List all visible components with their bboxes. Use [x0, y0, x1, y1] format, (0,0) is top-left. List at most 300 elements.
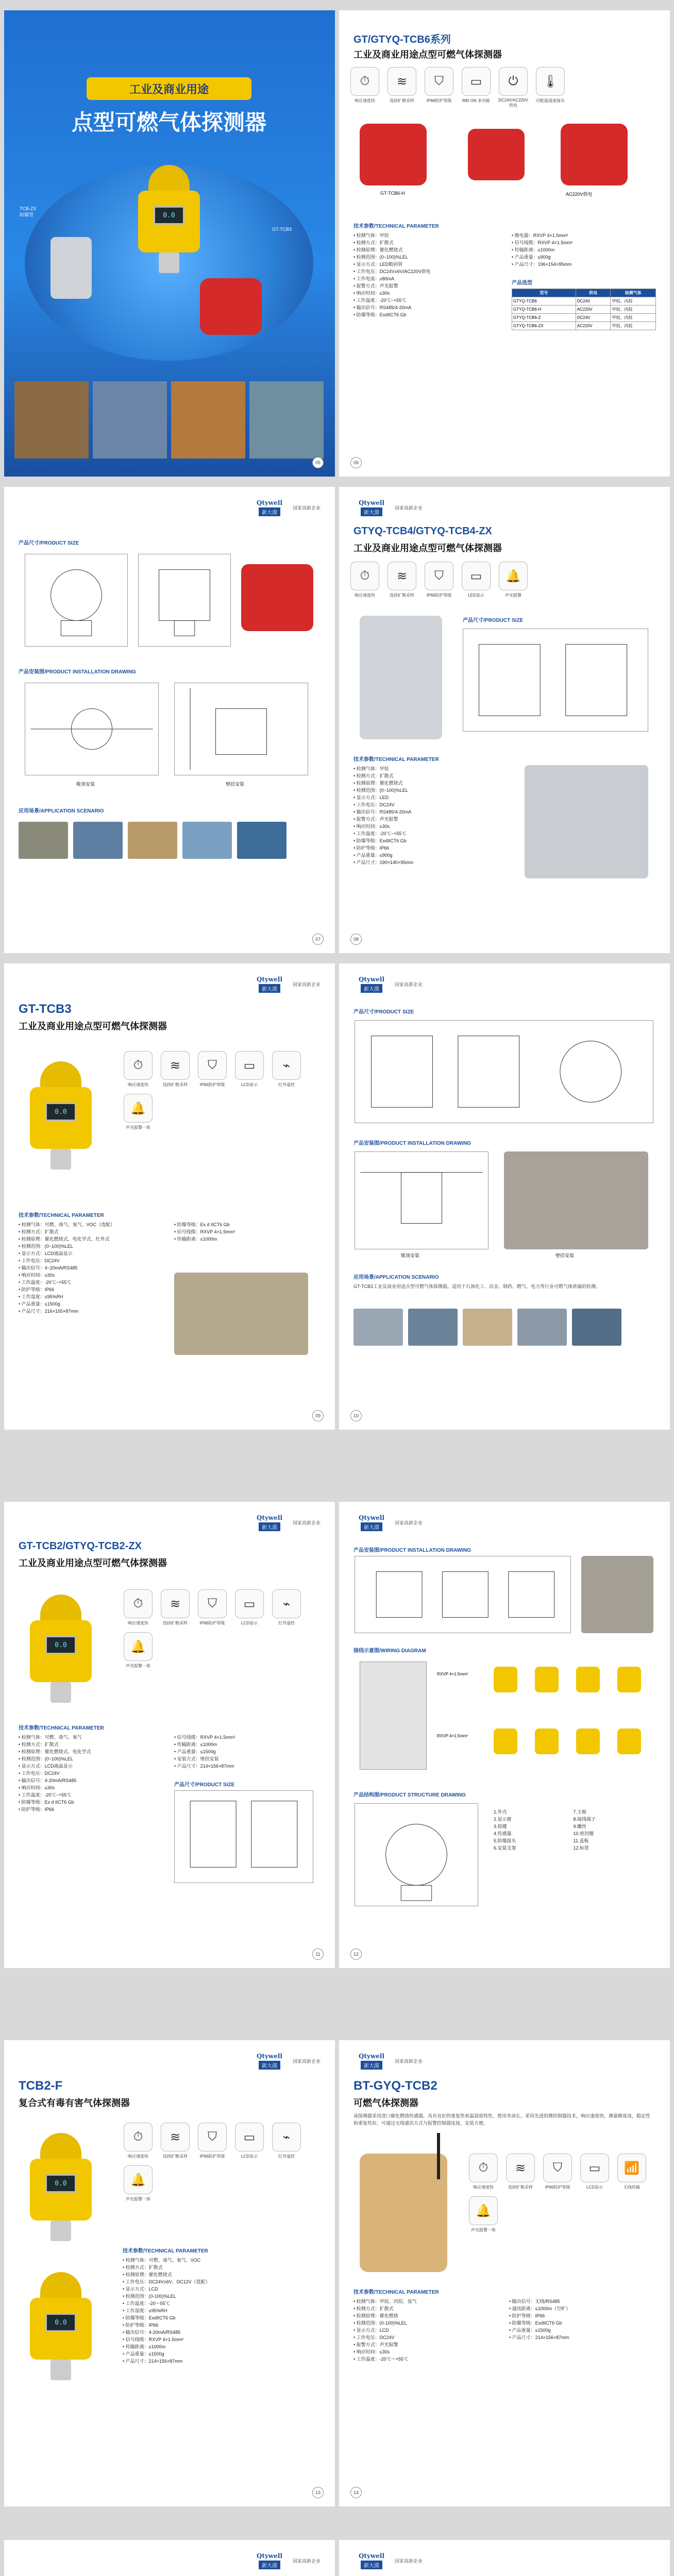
page-header — [251, 1513, 321, 1532]
feature-item — [424, 67, 454, 108]
table-cell: DC24V — [576, 297, 611, 306]
feature-item — [160, 1051, 191, 1088]
alarm-icon: 🔔 — [124, 2165, 153, 2194]
table-row — [512, 314, 656, 322]
product-red-3 — [561, 124, 628, 185]
install-label-1: 吸顶安装 — [401, 1253, 420, 1258]
spec-line: • 检测方式：扩散式 — [353, 773, 394, 778]
tcb2f-photo-2 — [14, 2262, 107, 2380]
logo-text: Qtywell — [256, 975, 283, 983]
feature-label: 响应速度快 — [355, 98, 375, 103]
product-title: 复合式有毒有害气体探测器 — [19, 2098, 130, 2108]
spec-line: • 检测气体：甲烷 — [353, 233, 389, 238]
cover-photo-3 — [171, 381, 245, 459]
table-header: 供电 — [576, 289, 611, 297]
spec-line: • 检测范围：(0~100)%LEL — [19, 1756, 73, 1761]
detector-sensor — [50, 2221, 71, 2241]
wiring-detector-1 — [494, 1667, 517, 1692]
feature-item — [386, 562, 417, 598]
spec-list-a — [19, 1734, 91, 1813]
logo-badge: 新大漠 — [361, 984, 382, 993]
feature-item — [234, 1589, 265, 1626]
spec-line: • 显示方式：LCD — [123, 2286, 158, 2292]
spec-line: • 工作温度：-20℃～+55℃ — [353, 2357, 408, 2362]
spec-list-a — [19, 1221, 115, 1315]
spec-line: • 检测范围：(0~100)%LEL — [19, 1244, 73, 1249]
speed-icon: ⏱ — [124, 1589, 153, 1618]
spec-line: • 响应时间：≤30s — [353, 2349, 390, 2354]
spec-line: • 传输距离：≤1000m — [174, 1742, 217, 1747]
size-heading: 产品尺寸/PRODUCT SIZE — [463, 618, 524, 623]
page-bt-tcb2 — [339, 2040, 670, 2506]
spec-line: • 检测气体：甲烷 — [353, 766, 389, 771]
size-drawing — [355, 1020, 653, 1123]
control-cabinet — [360, 1662, 427, 1770]
detector-screen: 0.0 — [45, 2174, 76, 2193]
detector-screen: 0.0 — [45, 2313, 76, 2332]
spec-line: • 响应时间：≤30s — [353, 824, 390, 829]
alarm-icon: 🔔 — [499, 562, 528, 590]
feature-item — [234, 1051, 265, 1088]
page-installation — [4, 2540, 335, 2576]
feature-icons — [123, 1051, 318, 1130]
callout-left: TCB-ZX 防爆型 — [20, 206, 37, 217]
wiring-detector-8 — [617, 1728, 641, 1754]
install-drawing — [355, 1556, 571, 1633]
spec-line: • 防爆等级：ExdIICT6 Gb — [353, 312, 407, 317]
part-item: 7.主板 — [573, 1809, 587, 1815]
page-number: 05 — [312, 457, 324, 468]
page-tcb2-drawings — [339, 1502, 670, 1968]
wiring-detector-3 — [576, 1667, 600, 1692]
logo-badge: 新大漠 — [361, 1522, 382, 1531]
feature-label: IP66防护等级 — [545, 2185, 570, 2190]
page-header — [353, 1513, 423, 1532]
banner-text: 工业及商业用途 — [129, 82, 209, 96]
remote-icon: ⌁ — [272, 1051, 301, 1080]
scene-photo-4 — [182, 822, 232, 859]
part-item: 8.接线端子 — [573, 1817, 596, 1822]
spec-list-b — [512, 232, 572, 268]
page-tcb6 — [339, 10, 670, 477]
spec-line: • 检测原理：催化燃烧式 — [353, 781, 403, 786]
model-name: GT-TCB2/GTYQ-TCB2-ZX — [19, 1540, 142, 1552]
brand-logo — [251, 1513, 288, 1532]
logo-text: Qtywell — [358, 975, 385, 983]
spec-line: • 信号线缆：RXVP 4×1.5mm² — [123, 2337, 184, 2342]
header-tagline: 国家高新企业 — [395, 2058, 423, 2064]
feature-item — [579, 2154, 610, 2190]
table-header: 型号 — [512, 289, 576, 297]
product-title: 工业及商业用途点型可燃气体探测器 — [353, 49, 502, 60]
part-item: 11.盖板 — [573, 1838, 589, 1843]
feature-label: 选择扩散采样 — [163, 2154, 188, 2159]
tcb2-photo — [14, 1584, 107, 1703]
wiring-detector-6 — [535, 1728, 559, 1754]
page-header — [353, 2551, 423, 2570]
spec-list — [353, 765, 413, 866]
brand-logo — [251, 2551, 288, 2570]
header-tagline: 国家高新企业 — [292, 2558, 321, 2564]
size-drawing-side — [138, 554, 231, 647]
cover-photo-strip — [14, 381, 324, 459]
feature-item — [123, 1051, 154, 1088]
feature-item — [535, 67, 566, 108]
feature-label: IP66防护等级 — [199, 1621, 225, 1625]
page-number: 14 — [350, 2487, 362, 2498]
feature-item — [123, 2123, 154, 2159]
feature-item — [123, 1632, 154, 1669]
feature-label: IP66防护等级 — [426, 593, 452, 598]
structure-drawing — [355, 1803, 478, 1906]
spec-line: • 传输距离：≤1000m — [174, 1236, 217, 1242]
cover-detector-small — [50, 237, 92, 299]
feature-label: RBI ON 多功能 — [462, 98, 490, 103]
install-label-2: 壁挂安装 — [555, 1253, 575, 1258]
install-drawing-ceiling — [25, 683, 159, 775]
feature-item — [424, 562, 454, 598]
spec-line: • 检测范围：(0~100)%LEL — [353, 788, 408, 793]
spec-line: • 信号线缆：RXVP 4×1.5mm² — [174, 1229, 235, 1234]
spec-line: • 检测气体：可燃、毒气、氧气、VOC（选配） — [19, 1222, 115, 1227]
bt-detector-photo — [360, 2154, 447, 2272]
spec-line: • 响应时间：≤30s — [19, 1785, 55, 1790]
feature-label: 红外遥控 — [278, 1621, 295, 1625]
shield-icon: ⛉ — [425, 562, 453, 590]
logo-text: Qtywell — [256, 2052, 283, 2060]
spec-list-b — [174, 1734, 235, 1770]
page-number: 06 — [350, 457, 362, 468]
scene-photo-3 — [463, 1309, 512, 1346]
table-cell: GTYQ-TCB6-H — [512, 306, 576, 314]
table-cell: 甲烷、丙烷 — [611, 306, 656, 314]
logo-text: Qtywell — [358, 499, 385, 506]
feature-item — [123, 2165, 154, 2202]
size-drawing — [174, 1790, 313, 1883]
feature-item — [542, 2154, 573, 2190]
feature-label: 选择扩散采样 — [508, 2185, 533, 2190]
table-cell: AC220V — [576, 306, 611, 314]
shield-icon: ⛉ — [543, 2154, 572, 2182]
product-title: 工业及商业用途点型可燃气体探测器 — [19, 1021, 167, 1031]
spec-line: • 产品重量：≤1500g — [123, 2351, 164, 2357]
speed-icon: ⏱ — [124, 1051, 153, 1080]
cable-label-a: RXVP 4×1.5mm² — [437, 1672, 468, 1676]
logo-text: Qtywell — [358, 1514, 385, 1521]
callout-right: GT-TCB3 — [272, 227, 292, 232]
feature-item — [197, 1051, 228, 1088]
wiring-detector-7 — [576, 1728, 600, 1754]
spec-line: • 产品尺寸：214×156×87mm — [123, 2359, 183, 2364]
detector-sensor — [159, 252, 179, 273]
feature-item — [234, 2123, 265, 2159]
scene-photo-5 — [237, 822, 287, 859]
spec-line: • 工作湿度：≤95%RH — [123, 2308, 167, 2313]
logo-text: Qtywell — [358, 2552, 385, 2560]
spec-line: • 产品重量：≤900g — [512, 255, 551, 260]
spec-line: • 防爆等级：Ex d IICT6 Gb — [174, 1222, 230, 1227]
cover-detector-red — [200, 278, 262, 335]
antenna — [437, 2133, 440, 2179]
scene-photo-1 — [353, 1309, 403, 1346]
spec-line: • 信号线缆：RXVP 4×1.5mm² — [174, 1735, 235, 1740]
logo-badge: 新大漠 — [259, 1522, 280, 1531]
feature-icons — [349, 562, 529, 598]
detector-screen: 0.0 — [45, 1103, 76, 1121]
spec-list-a — [353, 232, 431, 318]
spec-line: • 防爆等级：ExdIICT6 Gb — [509, 2320, 562, 2326]
spec-line: • 产品重量：≤1500g — [174, 1749, 216, 1754]
install-drawing-ceiling — [355, 1151, 488, 1249]
scene-photo-1 — [19, 822, 68, 859]
feature-label: IP66防护等级 — [199, 2154, 225, 2159]
header-tagline: 国家高新企业 — [395, 2558, 423, 2564]
spec-line: • 显示方式：LCD液晶显示 — [19, 1251, 73, 1256]
size-drawing — [463, 629, 648, 732]
spec-heading: 技术参数/TECHNICAL PARAMETER — [123, 2248, 208, 2254]
cover-title: 点型可燃气体探测器 — [71, 110, 266, 134]
remote-icon: ⌁ — [272, 1589, 301, 1618]
product-description: 该探测器采用进口催化燃烧传感器，具有良好的重复性和温湿度特性，使用寿命长。采用先进的微控制器技术，响应速度快，测量精度高，稳定性和重复性好，可通过无线通讯方式与报警控制器连接，安装方便。 — [353, 2113, 651, 2126]
display-icon: ▭ — [235, 1051, 264, 1080]
feature-icons — [123, 1589, 318, 1669]
feature-item — [349, 562, 380, 598]
page-number: 13 — [312, 2487, 324, 2498]
spec-line: • 工作温度：-20～55℃ — [123, 2301, 170, 2306]
cable-label-b: RXVP 4×1.5mm² — [437, 1734, 468, 1738]
cover-photo-2 — [93, 381, 167, 459]
page-header — [251, 498, 321, 517]
spec-line: • 检测气体：可燃、毒气、氧气 — [19, 1735, 82, 1740]
diffusion-icon: ≋ — [161, 1589, 190, 1618]
brand-logo — [353, 1513, 390, 1532]
install-label-2: 壁挂安装 — [226, 782, 245, 787]
feature-label: 响应速度快 — [128, 2154, 148, 2159]
spec-line: • 工作电压：DC24V±6V、DC12V（选配） — [123, 2279, 210, 2284]
feature-item — [498, 562, 529, 598]
spec-line: • 工作温度：-20℃~+55℃ — [19, 1792, 72, 1798]
feature-item — [271, 1589, 302, 1626]
feature-item — [505, 2154, 536, 2190]
page-tcb2w — [339, 2540, 670, 2576]
shield-icon: ⛉ — [198, 1051, 227, 1080]
brand-logo — [251, 975, 288, 993]
detector-screen: 0.0 — [45, 1636, 76, 1654]
spec-line: • 工作电压：DC24V — [353, 2335, 395, 2340]
diffusion-icon: ≋ — [506, 2154, 535, 2182]
diffusion-icon: ≋ — [387, 562, 416, 590]
spec-line: • 产品尺寸：214×156×87mm — [174, 1764, 234, 1769]
header-tagline: 国家高新企业 — [395, 981, 423, 987]
logo-badge: 新大漠 — [259, 2061, 280, 2070]
cover-photo-4 — [249, 381, 324, 459]
detector-sensor — [50, 1149, 71, 1170]
product-red-2 — [468, 129, 525, 180]
caption-left: GT-TCB6-H — [380, 191, 405, 196]
feature-item — [498, 67, 529, 108]
shield-icon: ⛉ — [198, 2123, 227, 2151]
page-number: 08 — [350, 934, 362, 945]
spec-line: • 检测方式：扩散式 — [19, 1742, 59, 1747]
power-icon: ⏻ — [499, 67, 528, 96]
size-photo — [241, 564, 313, 631]
spec-line: • 响应时间：≤30s — [19, 1273, 55, 1278]
spec-line: • 检测原理：催化燃烧式、电化学式 — [19, 1749, 91, 1754]
thermometer-icon: 🌡 — [536, 67, 565, 96]
install-photo — [581, 1556, 653, 1633]
spec-line: • 防护等级：IP66 — [509, 2313, 545, 2318]
table-heading: 产品选型 — [512, 280, 532, 286]
spec-heading: 技术参数/TECHNICAL PARAMETER — [353, 224, 439, 229]
cover-detector-main — [123, 155, 215, 273]
wireless-icon: 📶 — [617, 2154, 646, 2182]
table-row — [512, 322, 656, 330]
spec-line: • 输出信号：4-20mA/RS485 — [19, 1778, 77, 1783]
model-table — [512, 289, 656, 330]
install-drawing-wall — [174, 683, 308, 775]
spec-line: • 防护等级：IP66 — [123, 2323, 159, 2328]
model-name: TCB2-F — [19, 2079, 63, 2093]
feature-item — [123, 1094, 154, 1130]
feature-label: 可配温湿度探头 — [536, 98, 565, 103]
feature-label: 响应速度快 — [473, 2185, 494, 2190]
part-item: 3.按键 — [494, 1824, 507, 1829]
brand-logo — [353, 2551, 390, 2570]
speed-icon: ⏱ — [469, 2154, 498, 2182]
part-item: 2.显示窗 — [494, 1817, 512, 1822]
page-tcb2 — [4, 1502, 335, 1968]
feature-label: 响应速度快 — [128, 1621, 148, 1625]
feature-item — [468, 2196, 499, 2233]
display-icon: ▭ — [580, 2154, 609, 2182]
page-number: 09 — [312, 1410, 324, 1421]
feature-icons — [123, 2123, 318, 2202]
wiring-detector-2 — [535, 1667, 559, 1692]
table-cell: GTYQ-TCB6-Z — [512, 314, 576, 322]
shield-icon: ⛉ — [425, 67, 453, 96]
display-icon: ▭ — [235, 1589, 264, 1618]
logo-text: Qtywell — [256, 1514, 283, 1521]
model-name: GT-TCB3 — [19, 1002, 72, 1016]
brand-logo — [353, 498, 390, 517]
diffusion-icon: ≋ — [161, 2123, 190, 2151]
remote-icon: ⌁ — [272, 2123, 301, 2151]
feature-label: 声光报警一体 — [471, 2228, 496, 2232]
product-title: 可燃气体探测器 — [353, 2098, 418, 2108]
install-heading: 产品安装图/PRODUCT INSTALLATION DRAWING — [353, 1141, 471, 1146]
scene-heading: 应用场景/APPLICATION SCENARIO — [353, 1275, 439, 1280]
speed-icon: ⏱ — [350, 562, 379, 590]
brand-logo — [251, 498, 288, 517]
table-cell: 甲烷、丙烷 — [611, 314, 656, 322]
spec-line: • 产品重量：≤1500g — [509, 2328, 551, 2333]
cover-page — [4, 10, 335, 477]
size-heading: 产品尺寸/PRODUCT SIZE — [353, 1009, 414, 1015]
feature-icons — [349, 67, 566, 108]
table-cell: 甲烷、丙烷 — [611, 322, 656, 330]
feature-label: 声光报警一体 — [126, 2197, 150, 2201]
tcb2f-photo-1 — [14, 2123, 107, 2241]
scene-photo-2 — [408, 1309, 458, 1346]
logo-text: Qtywell — [256, 499, 283, 506]
table-row — [512, 306, 656, 314]
logo-text: Qtywell — [358, 2052, 385, 2060]
table-cell: AC220V — [576, 322, 611, 330]
caption-right: AC220V供电 — [566, 192, 593, 197]
spec-line: • 工作电压：DC24V±6V/AC220V供电 — [353, 269, 431, 274]
wiring-heading: 接线示意图/WIRING DIAGRAM — [353, 1648, 426, 1654]
tcb3-photo — [14, 1051, 107, 1170]
product-title: 工业及商业用途点型可燃气体探测器 — [353, 543, 502, 553]
spec-list-a — [353, 2298, 417, 2363]
spec-line: • 防护等级：IP66 — [19, 1287, 55, 1292]
spec-line: • 防护等级：IP66 — [353, 845, 390, 851]
spec-line: • 防护等级：IP66 — [19, 1807, 55, 1812]
spec-line: • 检测范围：(0-100)%LEL — [353, 2320, 407, 2326]
feature-item — [123, 1589, 154, 1626]
display-icon: ▭ — [462, 562, 491, 590]
wiring-detector-4 — [617, 1667, 641, 1692]
install-heading: 产品安装图/PRODUCT INSTALLATION DRAWING — [353, 1548, 471, 1553]
model-name: GTYQ-TCB4/GTYQ-TCB4-ZX — [353, 526, 492, 537]
alarm-icon: 🔔 — [469, 2196, 498, 2225]
tcb4-photo-2 — [525, 765, 648, 878]
feature-label: LCD显示 — [586, 2185, 603, 2190]
part-item: 4.传感器 — [494, 1831, 512, 1836]
spec-line: • 检测原理：催化燃烧 — [353, 2313, 398, 2318]
spec-line: • 工作湿度：≤95%RH — [19, 1294, 63, 1299]
spec-line: • 工作电流：≤80mA — [353, 276, 395, 281]
logo-badge: 新大漠 — [259, 507, 280, 516]
feature-item — [197, 2123, 228, 2159]
page-number: 12 — [350, 1948, 362, 1960]
spec-line: • 工作电压：DC24V — [19, 1258, 60, 1263]
scene-photo-2 — [73, 822, 123, 859]
spec-line: • 显示方式：LED数码管 — [353, 262, 403, 267]
table-header: 检测气体 — [611, 289, 656, 297]
spec-line: • 工作温度：-20℃~+55℃ — [353, 831, 407, 836]
spec-line: • 产品重量：≤1500g — [19, 1301, 60, 1307]
part-item: 12.标签 — [573, 1845, 589, 1851]
feature-item — [616, 2154, 647, 2190]
spec-line: • 检测原理：催化燃烧式、电化学式、红外式 — [19, 1236, 110, 1242]
wiring-detector-5 — [494, 1728, 517, 1754]
feature-icons — [468, 2154, 653, 2233]
feature-item — [468, 2154, 499, 2190]
header-tagline: 国家高新企业 — [292, 505, 321, 511]
feature-label: DC24V/AC220V供电 — [498, 98, 528, 108]
spec-line: • 防爆等级：Ex d IICT6 Gb — [19, 1800, 74, 1805]
feature-label: IP66防护等级 — [199, 1082, 225, 1087]
display-icon: ▭ — [235, 2123, 264, 2151]
tcb3-install-photo — [174, 1273, 308, 1355]
feature-label: 响应速度快 — [355, 593, 375, 598]
install-heading: 产品安装图/PRODUCT INSTALLATION DRAWING — [19, 669, 136, 675]
feature-item — [349, 67, 380, 108]
feature-item — [271, 2123, 302, 2159]
brand-logo — [353, 2052, 390, 2070]
spec-line: • 检测方式：扩散式 — [353, 240, 394, 245]
speed-icon: ⏱ — [124, 2123, 153, 2151]
detector-sensor — [50, 2360, 71, 2380]
logo-badge: 新大漠 — [361, 2061, 382, 2070]
feature-item — [160, 2123, 191, 2159]
logo-badge: 新大漠 — [259, 2561, 280, 2569]
spec-line: • 传输距离：≤1000m — [123, 2344, 166, 2349]
table-row — [512, 297, 656, 306]
spec-line: • 继电器：RXVP 4×1.5mm² — [512, 233, 568, 238]
page-header — [353, 2052, 423, 2070]
